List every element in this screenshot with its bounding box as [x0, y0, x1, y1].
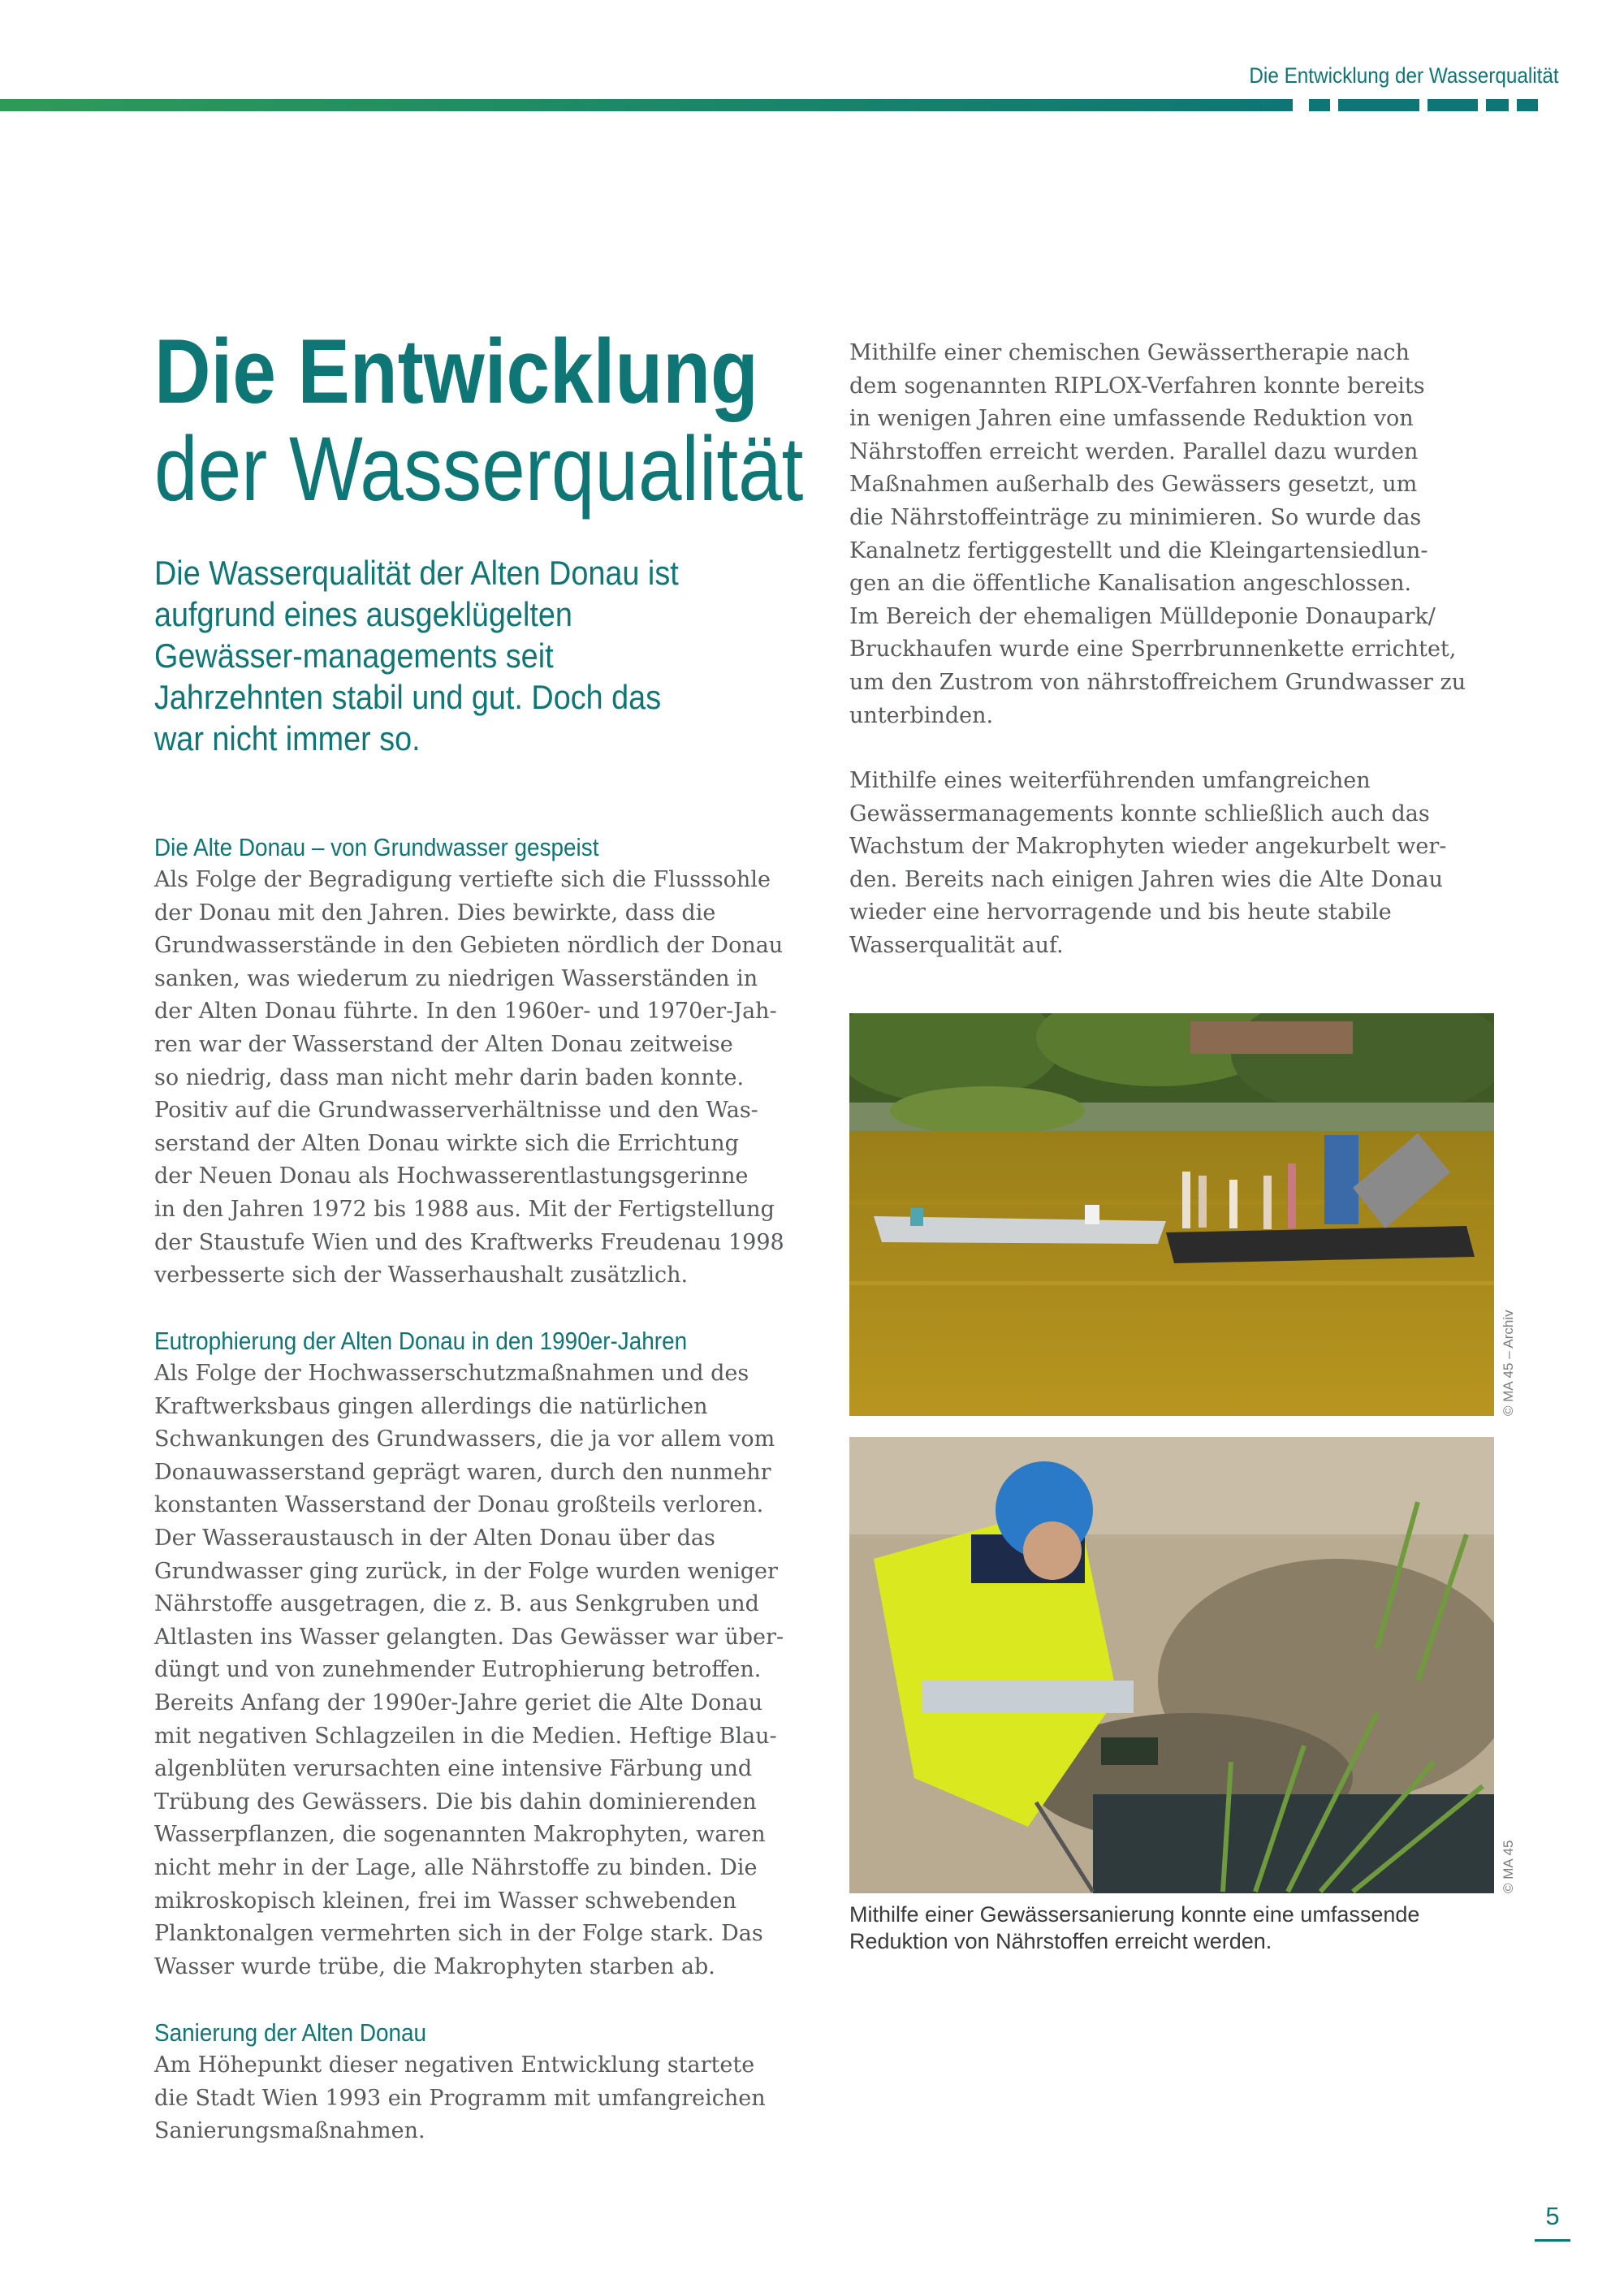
photo-pond-platform — [849, 1013, 1494, 1416]
section-heading: Eutrophierung der Alten Donau in den 1990er-Jahren — [154, 1327, 688, 1355]
body-line: Grundwasserstände in den Gebieten nördlich der Donau — [154, 933, 784, 959]
body-line: Wasserqualität auf. — [849, 932, 1064, 958]
body-line: Bereits Anfang der 1990er-Jahre geriet die Alte Donau — [154, 1690, 763, 1716]
body-line: dem sogenannten RIPLOX-Verfahren konnte bereits — [849, 373, 1425, 399]
section-body — [154, 864, 812, 1293]
body-line: verbesserte sich der Wasserhaushalt zusätzlich. — [154, 1262, 689, 1288]
body-line: Positiv auf die Grundwasserverhältnisse und den Was- — [154, 1098, 758, 1124]
article-title-line2: der Wasserqualität — [154, 418, 804, 520]
body-line: konstanten Wasserstand der Donau großteils verloren. — [154, 1492, 764, 1518]
body-line: mit negativen Schlagzeilen in die Medien. Heftige Blau- — [154, 1723, 777, 1749]
body-line: Der Wasseraustausch in der Alten Donau über das — [154, 1525, 715, 1551]
body-line: mikroskopisch kleinen, frei im Wasser schwebenden — [154, 1888, 736, 1914]
photo-caption: Mithilfe einer Gewässersanierung konnte eine umfassende Reduktion von Nährstoffen erreicht werden. — [849, 1902, 1420, 1953]
right-paragraph — [849, 337, 1499, 732]
header-bar-block — [1486, 99, 1509, 111]
body-line: Sanierungsmaßnahmen. — [154, 2118, 425, 2144]
body-line: in den Jahren 1972 bis 1988 aus. Mit der Fertigstellung — [154, 1196, 775, 1222]
body-line: Im Bereich der ehemaligen Mülldeponie Donaupark/ — [849, 603, 1436, 629]
body-line: düngt und von zunehmender Eutrophierung betroffen. — [154, 1657, 762, 1683]
body-line: Bruckhaufen wurde eine Sperrbrunnenkette errichtet, — [849, 637, 1457, 662]
body-line: der Donau mit den Jahren. Dies bewirkte, dass die — [154, 900, 716, 926]
section-heading: Sanierung der Alten Donau — [154, 2018, 427, 2047]
page-number: 5 — [1545, 2202, 1560, 2230]
body-line: der Neuen Donau als Hochwasserentlastungsgerinne — [154, 1163, 749, 1189]
body-line: Planktonalgen vermehrten sich in der Folge stark. Das — [154, 1921, 763, 1947]
body-line: unterbinden. — [849, 702, 994, 728]
body-line: sanken, was wiederum zu niedrigen Wasserständen in — [154, 965, 758, 991]
body-line: der Staustufe Wien und des Kraftwerks Freudenau 1998 — [154, 1229, 784, 1255]
body-line: in wenigen Jahren eine umfassende Reduktion von — [849, 406, 1414, 432]
body-line: ren war der Wasserstand der Alten Donau zeitweise — [154, 1031, 733, 1057]
body-line: Gewässermanagements konnte schließlich auch das — [849, 801, 1430, 826]
body-line: wieder eine hervorragende und bis heute stabile — [849, 900, 1392, 926]
header-bar-block — [1338, 99, 1419, 111]
photo-credit: © MA 45 – Archiv — [1501, 1310, 1516, 1416]
body-line: Wachstum der Makrophyten wieder angekurbelt wer- — [849, 834, 1447, 860]
header-bar-block — [1427, 99, 1478, 111]
body-line: nicht mehr in der Lage, alle Nährstoffe zu binden. Die — [154, 1854, 758, 1880]
article-intro: Die Wasserqualität der Alten Donau ist aufgrund eines ausgeklügelten Gewässer-managements seit Jahrzehnten stabil und gut. Doch das war nicht immer so. — [154, 554, 679, 757]
header-bar-block — [1517, 99, 1538, 111]
page-number-underline — [1535, 2239, 1570, 2242]
body-line: Mithilfe einer chemischen Gewässertherapie nach — [849, 340, 1410, 365]
body-line: um den Zustrom von nährstoffreichem Grundwasser zu — [849, 669, 1466, 695]
header-gradient-bar — [0, 99, 1293, 111]
body-line: gen an die öffentliche Kanalisation angeschlossen. — [849, 571, 1412, 597]
body-line: Grundwasser ging zurück, in der Folge wurden weniger — [154, 1558, 778, 1584]
section-body — [154, 1357, 812, 1983]
photo-credit: © MA 45 — [1501, 1840, 1516, 1893]
section-body — [154, 2049, 812, 2148]
body-line: serstand der Alten Donau wirkte sich die Errichtung — [154, 1130, 739, 1156]
photo-worker-measuring — [849, 1437, 1494, 1893]
body-line: Donauwasserstand geprägt waren, durch den nunmehr — [154, 1459, 771, 1485]
body-line: Mithilfe eines weiterführenden umfangreichen — [849, 768, 1371, 793]
body-line: die Stadt Wien 1993 ein Programm mit umfangreichen — [154, 2085, 766, 2111]
body-line: Wasserpflanzen, die sogenannten Makrophyten, waren — [154, 1822, 766, 1848]
right-paragraph — [849, 765, 1499, 963]
section-heading: Die Alte Donau – von Grundwasser gespeist — [154, 833, 599, 861]
body-line: algenblüten verursachten eine intensive Färbung und — [154, 1756, 753, 1782]
body-line: Kraftwerksbaus gingen allerdings die natürlichen — [154, 1393, 708, 1419]
body-line: der Alten Donau führte. In den 1960er- und 1970er-Jah- — [154, 999, 777, 1025]
body-line: Maßnahmen außerhalb des Gewässers gesetzt, um — [849, 472, 1418, 498]
body-line: den. Bereits nach einigen Jahren wies die Alte Donau — [849, 866, 1444, 892]
body-line: so niedrig, dass man nicht mehr darin baden konnte. — [154, 1064, 745, 1090]
body-line: Altlasten ins Wasser gelangten. Das Gewässer war über- — [154, 1624, 784, 1650]
article-title-line1: Die Entwicklung — [154, 321, 758, 422]
body-line: Trübung des Gewässers. Die bis dahin dominierenden — [154, 1789, 757, 1815]
body-line: Wasser wurde trübe, die Makrophyten starben ab. — [154, 1953, 715, 1979]
body-line: Nährstoffen erreicht werden. Parallel dazu wurden — [849, 438, 1419, 464]
body-line: die Nährstoffeinträge zu minimieren. So wurde das — [849, 504, 1422, 530]
body-line: Nährstoffe ausgetragen, die z. B. aus Senkgruben und — [154, 1591, 759, 1617]
header-bar-block — [1309, 99, 1330, 111]
body-line: Schwankungen des Grundwassers, die ja vor allem vom — [154, 1426, 775, 1452]
pond-platform-illustration — [849, 1013, 1494, 1416]
running-header-title: Die Entwicklung der Wasserqualität — [1249, 63, 1559, 88]
body-line: Am Höhepunkt dieser negativen Entwicklung startete — [154, 2052, 755, 2078]
worker-measuring-illustration — [849, 1437, 1494, 1893]
body-line: Kanalnetz fertiggestellt und die Kleingartensiedlun- — [849, 537, 1428, 563]
body-line: Als Folge der Begradigung vertiefte sich die Flusssohle — [154, 867, 771, 892]
body-line: Als Folge der Hochwasserschutzmaßnahmen und des — [154, 1361, 749, 1386]
